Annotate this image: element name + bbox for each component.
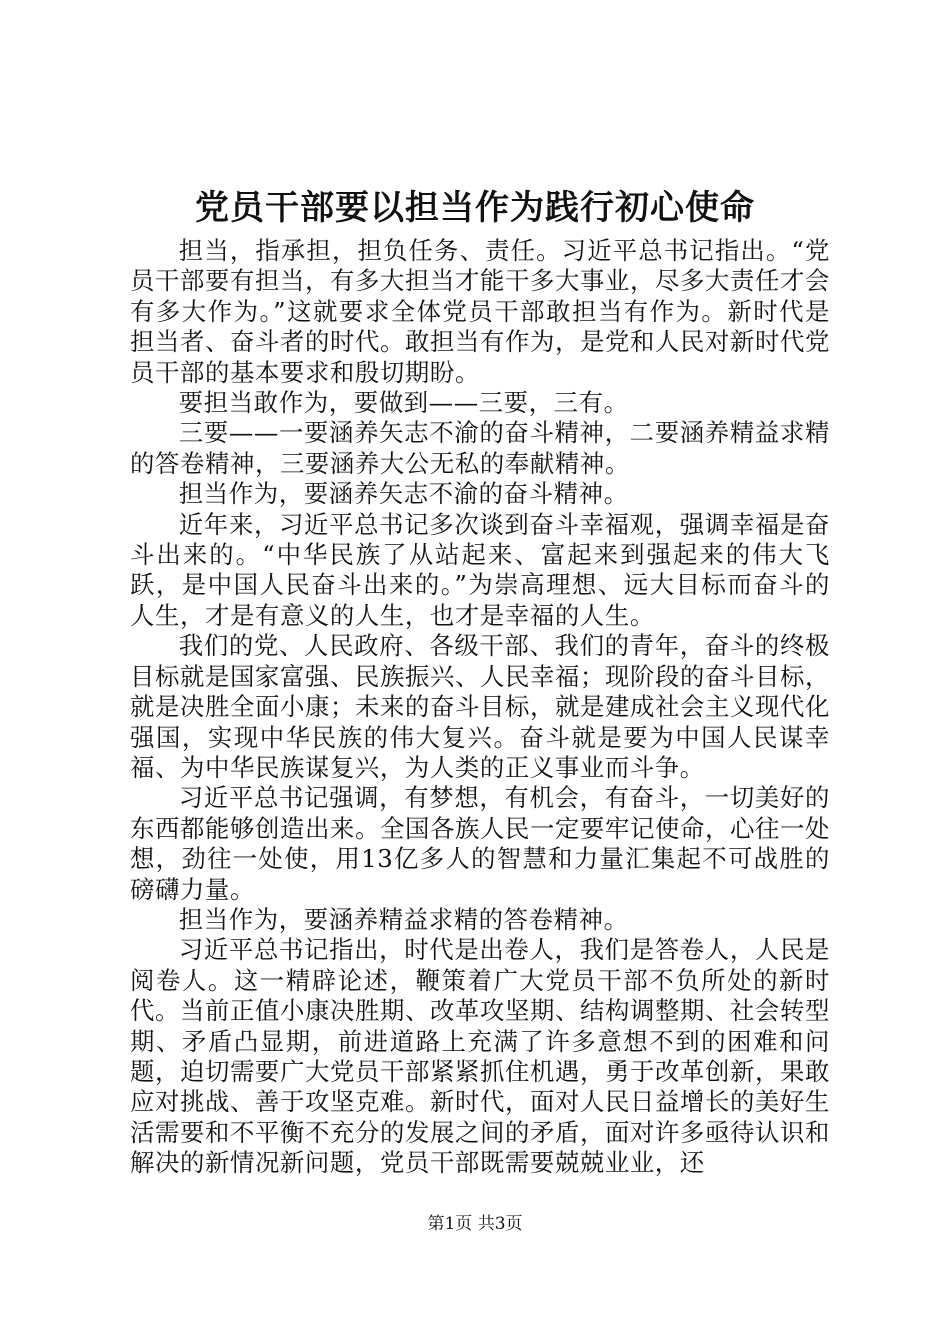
paragraph: 担当作为，要涵养精益求精的答卷精神。	[178, 904, 629, 934]
paragraph: 我们的党、人民政府、各级干部、我们的青年，奋斗的终极目标就是国家富强、民族振兴、人民幸福；现阶段的奋斗目标，就是决胜全面小康；未来的奋斗目标，就是建成社会主义现代化强国，实现中华民族的伟大复兴。奋斗就是要为中国人民谋幸福、为中华民族谋复兴，为人类的正义事业而斗争。	[130, 631, 830, 782]
page-footer: 第1页 共3页	[427, 1214, 523, 1234]
paragraph: 习近平总书记指出，时代是出卷人，我们是答卷人，人民是阅卷人。这一精辟论述，鞭策着广大党员干部不负所处的新时代。当前正值小康决胜期、改革攻坚期、结构调整期、社会转型期、矛盾凸显期，前进道路上充满了许多意想不到的困难和问题，迫切需要广大党员干部紧紧抓住机遇，勇于改革创新，果敢应对挑战、善于攻坚克难。新时代，面对人民日益增长的美好生活需要和不平衡不充分的发展之间的矛盾，面对许多亟待认识和解决的新情况新问题，党员干部既需要兢兢业业，还	[130, 935, 830, 1178]
paragraph: 担当作为，要涵养矢志不渝的奋斗精神。	[178, 479, 629, 509]
document-title: 党员干部要以担当作为践行初心使命	[195, 188, 755, 228]
paragraph: 要担当敢作为，要做到——三要，三有。	[178, 388, 629, 418]
paragraph: 近年来，习近平总书记多次谈到奋斗幸福观，强调幸福是奋斗出来的。“中华民族了从站起来、富起来到强起来的伟大飞跃，是中国人民奋斗出来的。”为崇高理想、远大目标而奋斗的人生，才是有意义的人生，也才是幸福的人生。	[130, 509, 830, 630]
document-body	[130, 236, 830, 1179]
paragraph: 担当，指承担，担负任务、责任。习近平总书记指出。“党员干部要有担当，有多大担当才能干多大事业，尽多大责任才会有多大作为。”这就要求全体党员干部敢担当有作为。新时代是担当者、奋斗者的时代。敢担当有作为，是党和人民对新时代党员干部的基本要求和殷切期盼。	[130, 236, 830, 387]
paragraph: 习近平总书记强调，有梦想，有机会，有奋斗，一切美好的东西都能够创造出来。全国各族人民一定要牢记使命，心往一处想，劲往一处使，用13亿多人的智慧和力量汇集起不可战胜的磅礴力量。	[130, 783, 830, 904]
paragraph: 三要——一要涵养矢志不渝的奋斗精神，二要涵养精益求精的答卷精神，三要涵养大公无私的奉献精神。	[130, 418, 830, 478]
